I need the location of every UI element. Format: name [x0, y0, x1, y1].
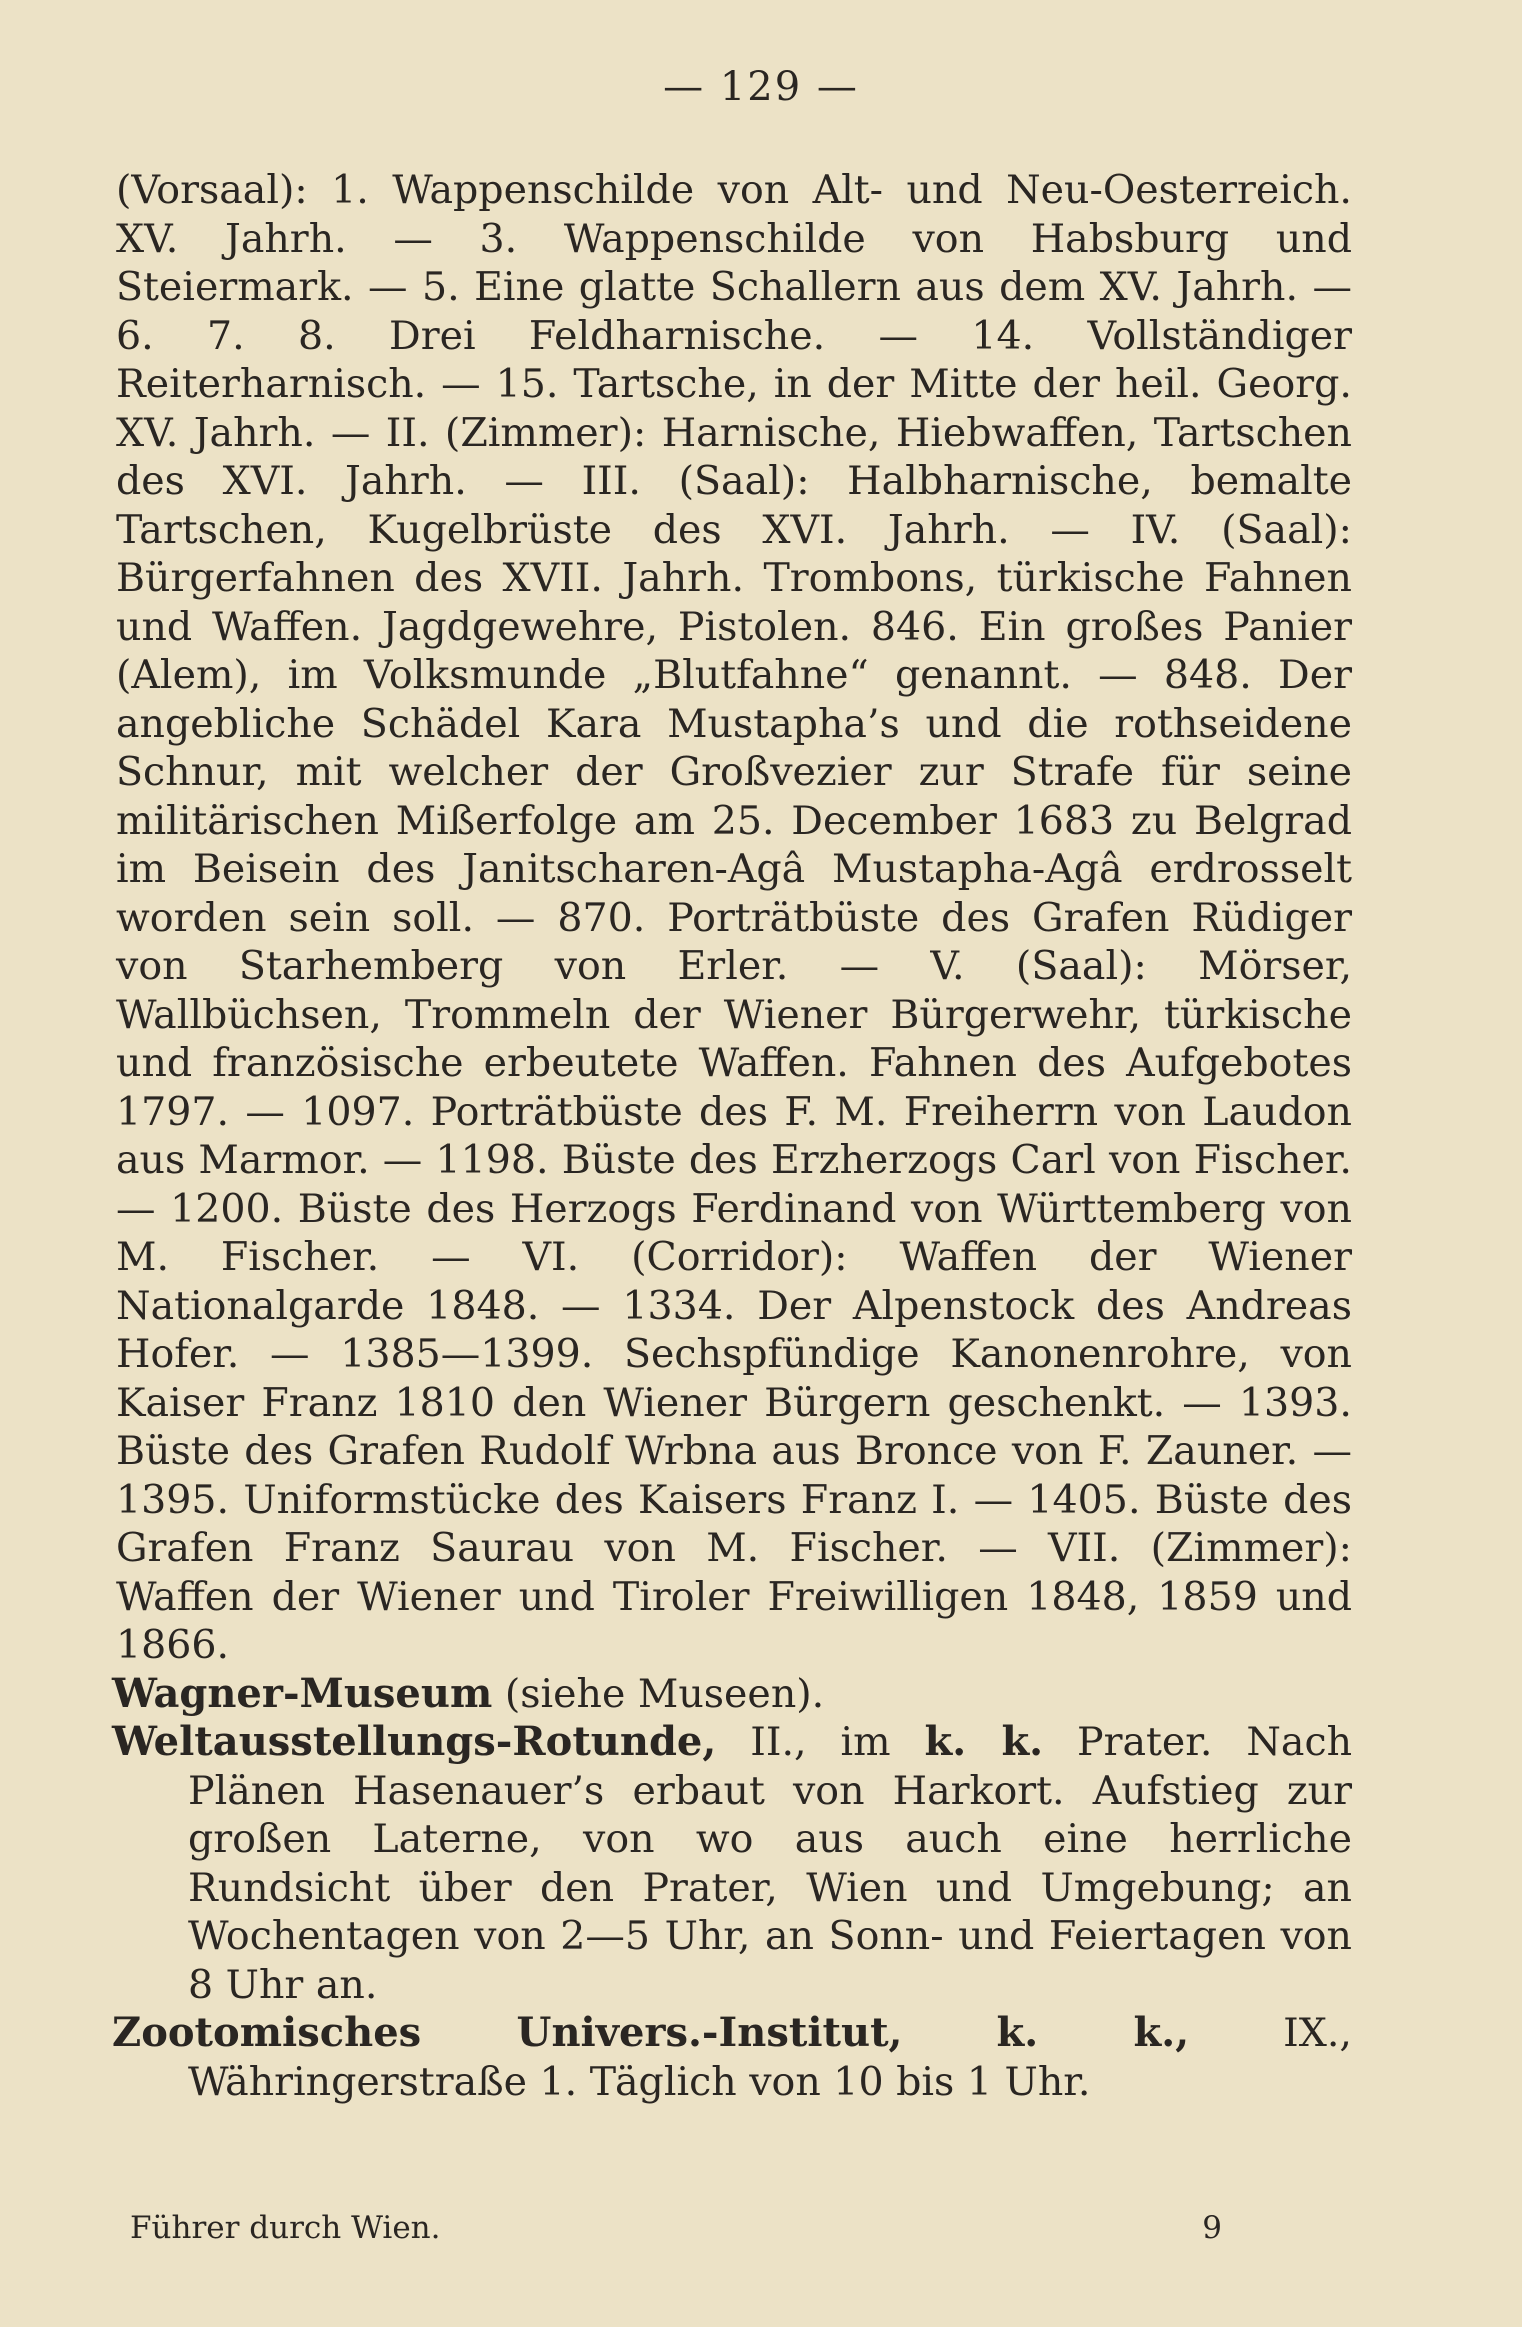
entry-text: (siehe Museen).: [504, 1670, 825, 1717]
entry-wagner-museum: [112, 1670, 1352, 1719]
entry-heading: Zootomisches Univers.-Institut,: [112, 2009, 903, 2056]
entry-emphasis: k. k.,: [996, 2009, 1190, 2056]
entry-text-after: IX., Währingerstraße 1. Täglich von 10 bis 1 Uhr.: [188, 2010, 1352, 2105]
entry-zootomisches-institut: [112, 2009, 1352, 2106]
entry-weltausstellungs-rotunde: [112, 1718, 1352, 2009]
page-number: — 129 —: [663, 64, 859, 110]
entry-text-before: II., im: [750, 1719, 891, 1765]
entry-heading: Wagner-Museum: [112, 1669, 493, 1717]
continued-paragraph: (Vorsaal): 1. Wappenschilde von Alt- und Neu-Oesterreich. XV. Jahrh. — 3. Wappenschilde von Habsburg und Steiermark. — 5. Eine glatte Schallern aus dem XV. Jahrh. — 6. 7. 8. Drei Feldharnische. — 14. Vollständiger Reiterharnisch. — 15. Tartsche, in der Mitte der heil. Georg. XV. Jahrh. — II. (Zimmer): Harnische, Hiebwaffen, Tartschen des XVI. Jahrh. — III. (Saal): Halbharnische, bemalte Tartschen, Kugelbrüste des XVI. Jahrh. — IV. (Saal): Bürgerfahnen des XVII. Jahrh. Trombons, türkische Fahnen und Waffen. Jagdgewehre, Pistolen. 846. Ein großes Panier (Alem), im Volksmunde „Blutfahne“ genannt. — 848. Der angebliche Schädel Kara Mustapha’s und die rothseidene Schnur, mit welcher der Großvezier zur Strafe für seine militärischen Mißerfolge am 25. December 1683 zu Belgrad im Beisein des Janitscharen-Agâ Mustapha-Agâ erdrosselt worden sein soll. — 870. Porträtbüste des Grafen Rüdiger von Starhemberg von Erler. — V. (Saal): Mörser, Wallbüchsen, Trommeln der Wiener Bürgerwehr, türkische und französische erbeutete Waffen. Fahnen des Aufgebotes 1797. — 1097. Porträtbüste des F. M. Freiherrn von Laudon aus Marmor. — 1198. Büste des Erzherzogs Carl von Fischer. — 1200. Büste des Herzogs Ferdinand von Württemberg von M. Fischer. — VI. (Corridor): Waffen der Wiener Nationalgarde 1848. — 1334. Der Alpenstock des Andreas Hofer. — 1385—1399. Sechspfündige Kanonenrohre, von Kaiser Franz 1810 den Wiener Bürgern geschenkt. — 1393. Büste des Grafen Rudolf Wrbna aus Bronce von F. Zauner. — 1395. Uniformstücke des Kaisers Franz I. — 1405. Büste des Grafen Franz Saurau von M. Fischer. — VII. (Zimmer): Waffen der Wiener und Tiroler Freiwilligen 1848, 1859 und 1866.: [116, 167, 1352, 1668]
page-body: [112, 166, 1352, 2106]
footer-signature: 9: [1202, 2210, 1222, 2246]
entry-emphasis: k. k.: [924, 1718, 1044, 1765]
page-footer: [130, 2210, 1222, 2246]
footer-title: Führer durch Wien.: [130, 2210, 441, 2246]
entry-text-after: Prater. Nach Plänen Hasenauer’s erbaut von Harkort. Aufstieg zur großen Laterne, von wo aus auch eine herrliche Rundsicht über den Prater, Wien und Umgebung; an Wochentagen von 2—5 Uhr, an Sonn- und Feiertagen von 8 Uhr an.: [188, 1719, 1353, 2008]
entry-heading: Weltausstellungs-Rotunde,: [112, 1718, 717, 1765]
